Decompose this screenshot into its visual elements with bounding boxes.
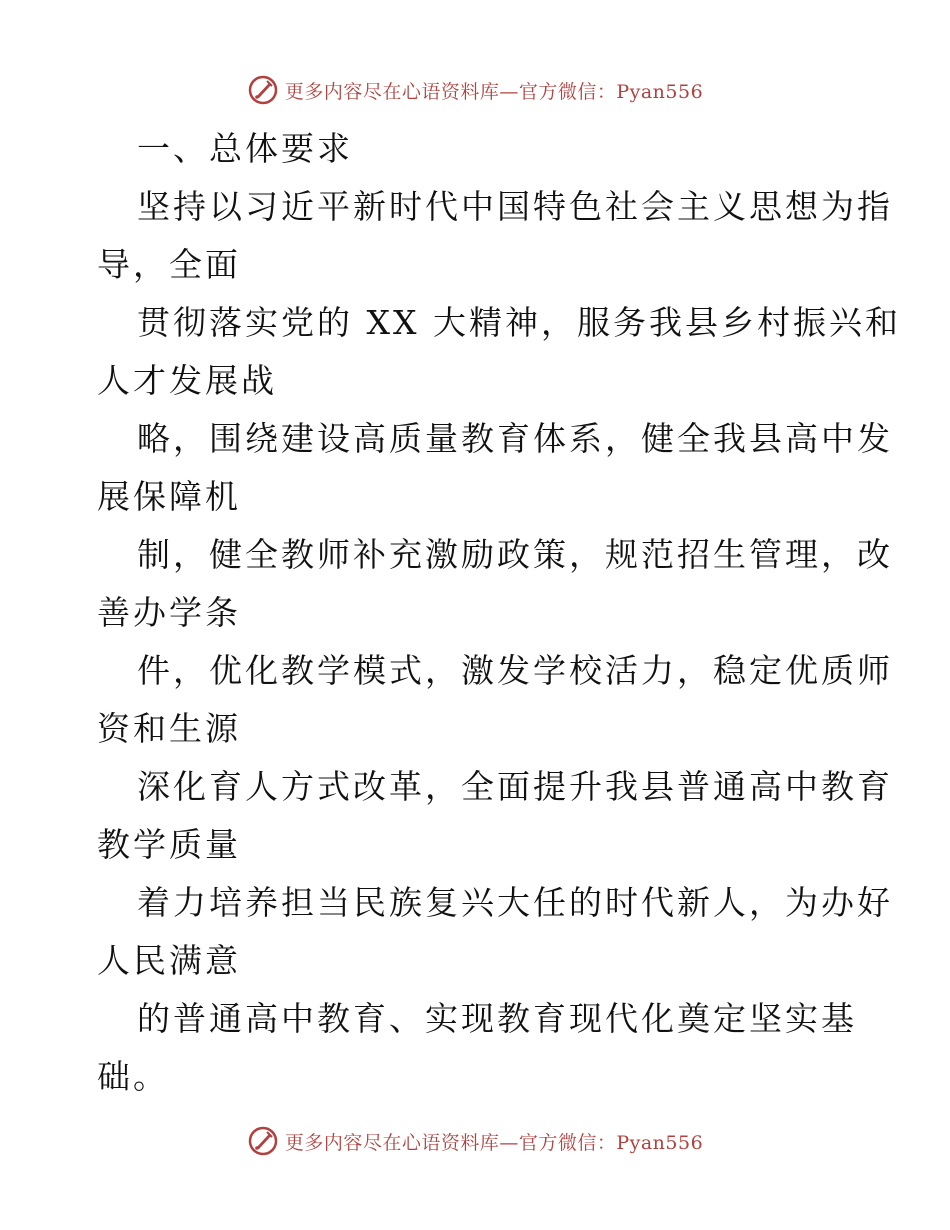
document-body bbox=[97, 120, 901, 1106]
footer-watermark-banner bbox=[0, 1124, 950, 1158]
footer-banner-text: 更多内容尽在心语资料库—官方微信：Pyan556 bbox=[284, 1131, 704, 1154]
paragraph-line: 资和生源 bbox=[97, 709, 241, 748]
paragraph-line: 着力培养担当民族复兴大任的时代新人，为办好 bbox=[137, 883, 893, 922]
paragraph-line: 人民满意 bbox=[97, 941, 241, 980]
paragraph-line: 导，全面 bbox=[97, 245, 241, 284]
paragraph-line: 善办学条 bbox=[97, 593, 241, 632]
paragraph-line: 展保障机 bbox=[97, 477, 241, 516]
paragraph-line: 件，优化教学模式，激发学校活力，稳定优质师 bbox=[137, 651, 893, 690]
paragraph-line: 教学质量 bbox=[97, 825, 241, 864]
paragraph-line: 制，健全教师补充激励政策，规范招生管理，改 bbox=[137, 535, 893, 574]
paragraph-line: 的普通高中教育、实现教育现代化奠定坚实基 bbox=[137, 999, 857, 1038]
paragraph-line: 人才发展战 bbox=[97, 361, 277, 400]
quill-logo-icon bbox=[247, 74, 279, 106]
paragraph-line: 础。 bbox=[97, 1057, 169, 1096]
paragraph-line: 深化育人方式改革，全面提升我县普通高中教育 bbox=[137, 767, 893, 806]
section-heading: 一、总体要求 bbox=[137, 129, 353, 168]
header-banner-text: 更多内容尽在心语资料库—官方微信：Pyan556 bbox=[284, 80, 704, 103]
paragraph-line: 贯彻落实党的 XX 大精神，服务我县乡村振兴和 bbox=[137, 303, 901, 342]
paragraph-line: 略，围绕建设高质量教育体系，健全我县高中发 bbox=[137, 419, 893, 458]
quill-logo-icon bbox=[247, 1125, 279, 1157]
paragraph-line: 坚持以习近平新时代中国特色社会主义思想为指 bbox=[137, 187, 893, 226]
header-watermark-banner bbox=[0, 73, 950, 107]
